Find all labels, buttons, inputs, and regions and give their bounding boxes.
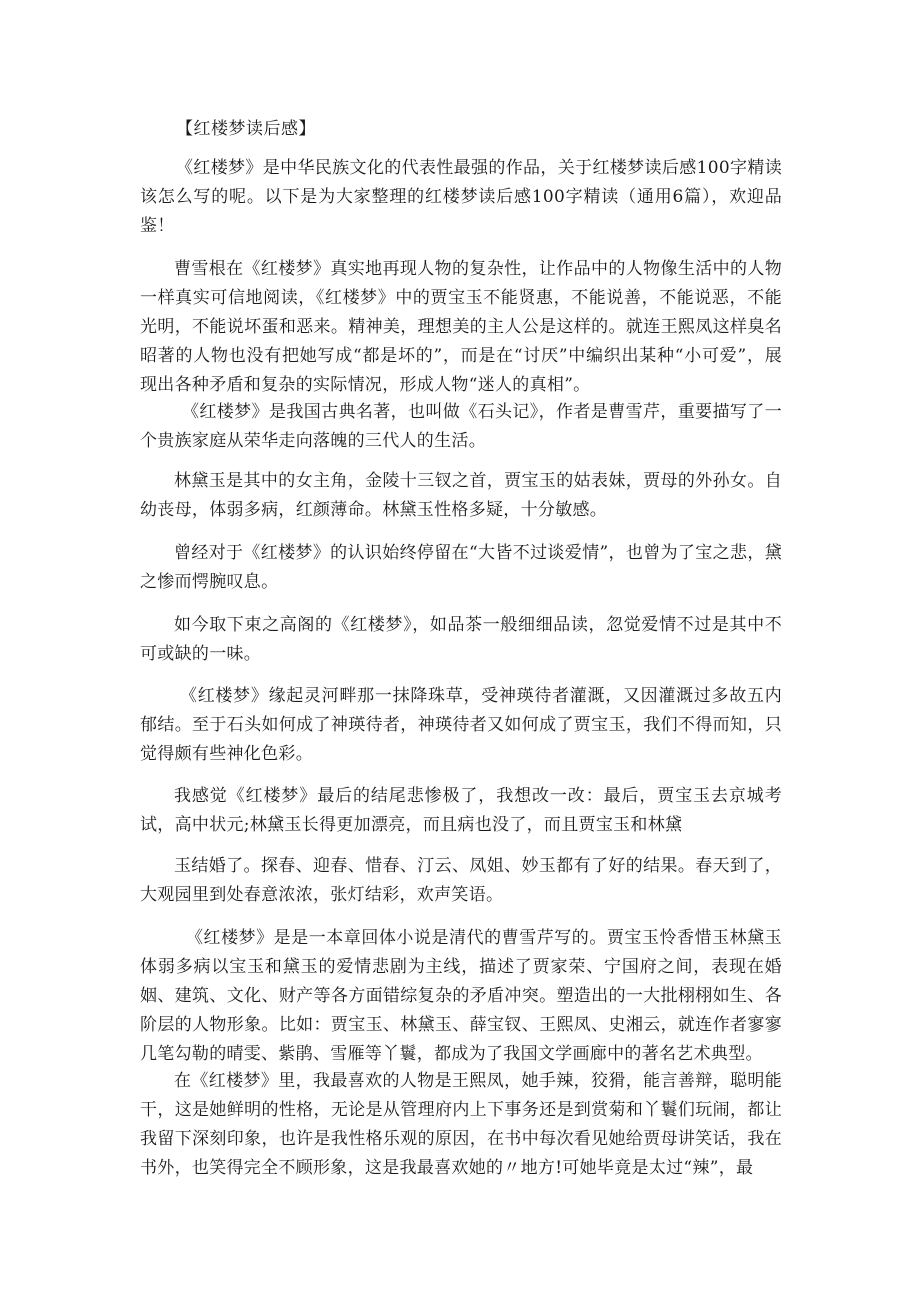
paragraph: 玉结婚了。探春、迎春、惜春、汀云、凤姐、妙玉都有了好的结果。春天到了，大观园里到处春意浓浓，张灯结彩，欢声笑语。: [140, 856, 782, 905]
paragraph: 在《红楼梦》里，我最喜欢的人物是王熙凤，她手辣，狡猾，能言善辩，聪明能干，这是她鲜明的性格，无论是从管理府内上下事务还是到赏菊和丫鬟们玩闹，都让我留下深刻印象，也许是我性格乐观的原因，在书中每次看见她给贾母讲笑话，我在书外，也笑得完全不顾形象，这是我最喜欢她的〃地方!可她毕竟是太过“辣”，最: [140, 1071, 782, 1178]
paragraph-intro: 《红楼梦》是中华民族文化的代表性最强的作品，关于红楼梦读后感100字精读该怎么写的呢。以下是为大家整理的红楼梦读后感100字精读（通用6篇），欢迎品鉴！: [140, 158, 782, 236]
paragraph: 曾经对于《红楼梦》的认识始终停留在“大皆不过谈爱情”，也曾为了宝之悲，黛之惨而愕腕叹息。: [140, 543, 782, 592]
paragraph: 《红楼梦》是我国古典名著，也叫做《石头记》，作者是曹雪芹，重要描写了一个贵族家庭从荣华走向落魄的三代人的生活。: [140, 402, 782, 451]
paragraph: 《红楼梦》缘起灵河畔那一抹降珠草，受神瑛待者灌溉，又因灌溉过多故五内郁结。至于石头如何成了神瑛待者，神瑛待者又如何成了贾宝玉，我们不得而知，只觉得颇有些神化色彩。: [140, 686, 782, 764]
paragraph: 《红楼梦》是是一本章回体小说是清代的曹雪芹写的。贾宝玉怜香惜玉林黛玉体弱多病以宝玉和黛玉的爱情悲剧为主线，描述了贾家荣、宁国府之间，表现在婚姻、建筑、文化、财产等各方面错综复杂的矛盾冲突。塑造出的一大批栩栩如生、各阶层的人物形象。比如：贾宝玉、林黛玉、薛宝钗、王熙凤、史湘云，就连作者寥寥几笔勾勒的晴雯、紫鹃、雪雁等丫鬟，都成为了我国文学画廊中的著名艺术典型。: [140, 928, 782, 1064]
paragraph: 如今取下束之高阁的《红楼梦》，如品茶一般细细品读，忽觉爱情不过是其中不可或缺的一味。: [140, 615, 782, 664]
paragraph: 我感觉《红楼梦》最后的结尾悲惨极了，我想改一改：最后，贾宝玉去京城考试，高中状元;林黛玉长得更加漂亮，而且病也没了，而且贾宝玉和林黛: [140, 786, 782, 835]
paragraph: 林黛玉是其中的女主角，金陵十三钗之首，贾宝玉的姑表妹，贾母的外孙女。自幼丧母，体弱多病，红颜薄命。林黛玉性格多疑，十分敏感。: [140, 471, 782, 520]
paragraph: 曹雪根在《红楼梦》真实地再现人物的复杂性，让作品中的人物像生活中的人物一样真实可信地阅读，《红楼梦》中的贾宝玉不能贤惠，不能说善，不能说恶，不能光明，不能说坏蛋和恶来。精神美，理想美的主人公是这样的。就连王熙凤这样臭名昭著的人物也没有把她写成“都是坏的”，而是在“讨厌”中编织出某种“小可爱”，展现出各种矛盾和复杂的实际情况，形成人物“迷人的真相”。: [140, 259, 782, 395]
document-heading: 【红楼梦读后感】: [176, 119, 316, 139]
